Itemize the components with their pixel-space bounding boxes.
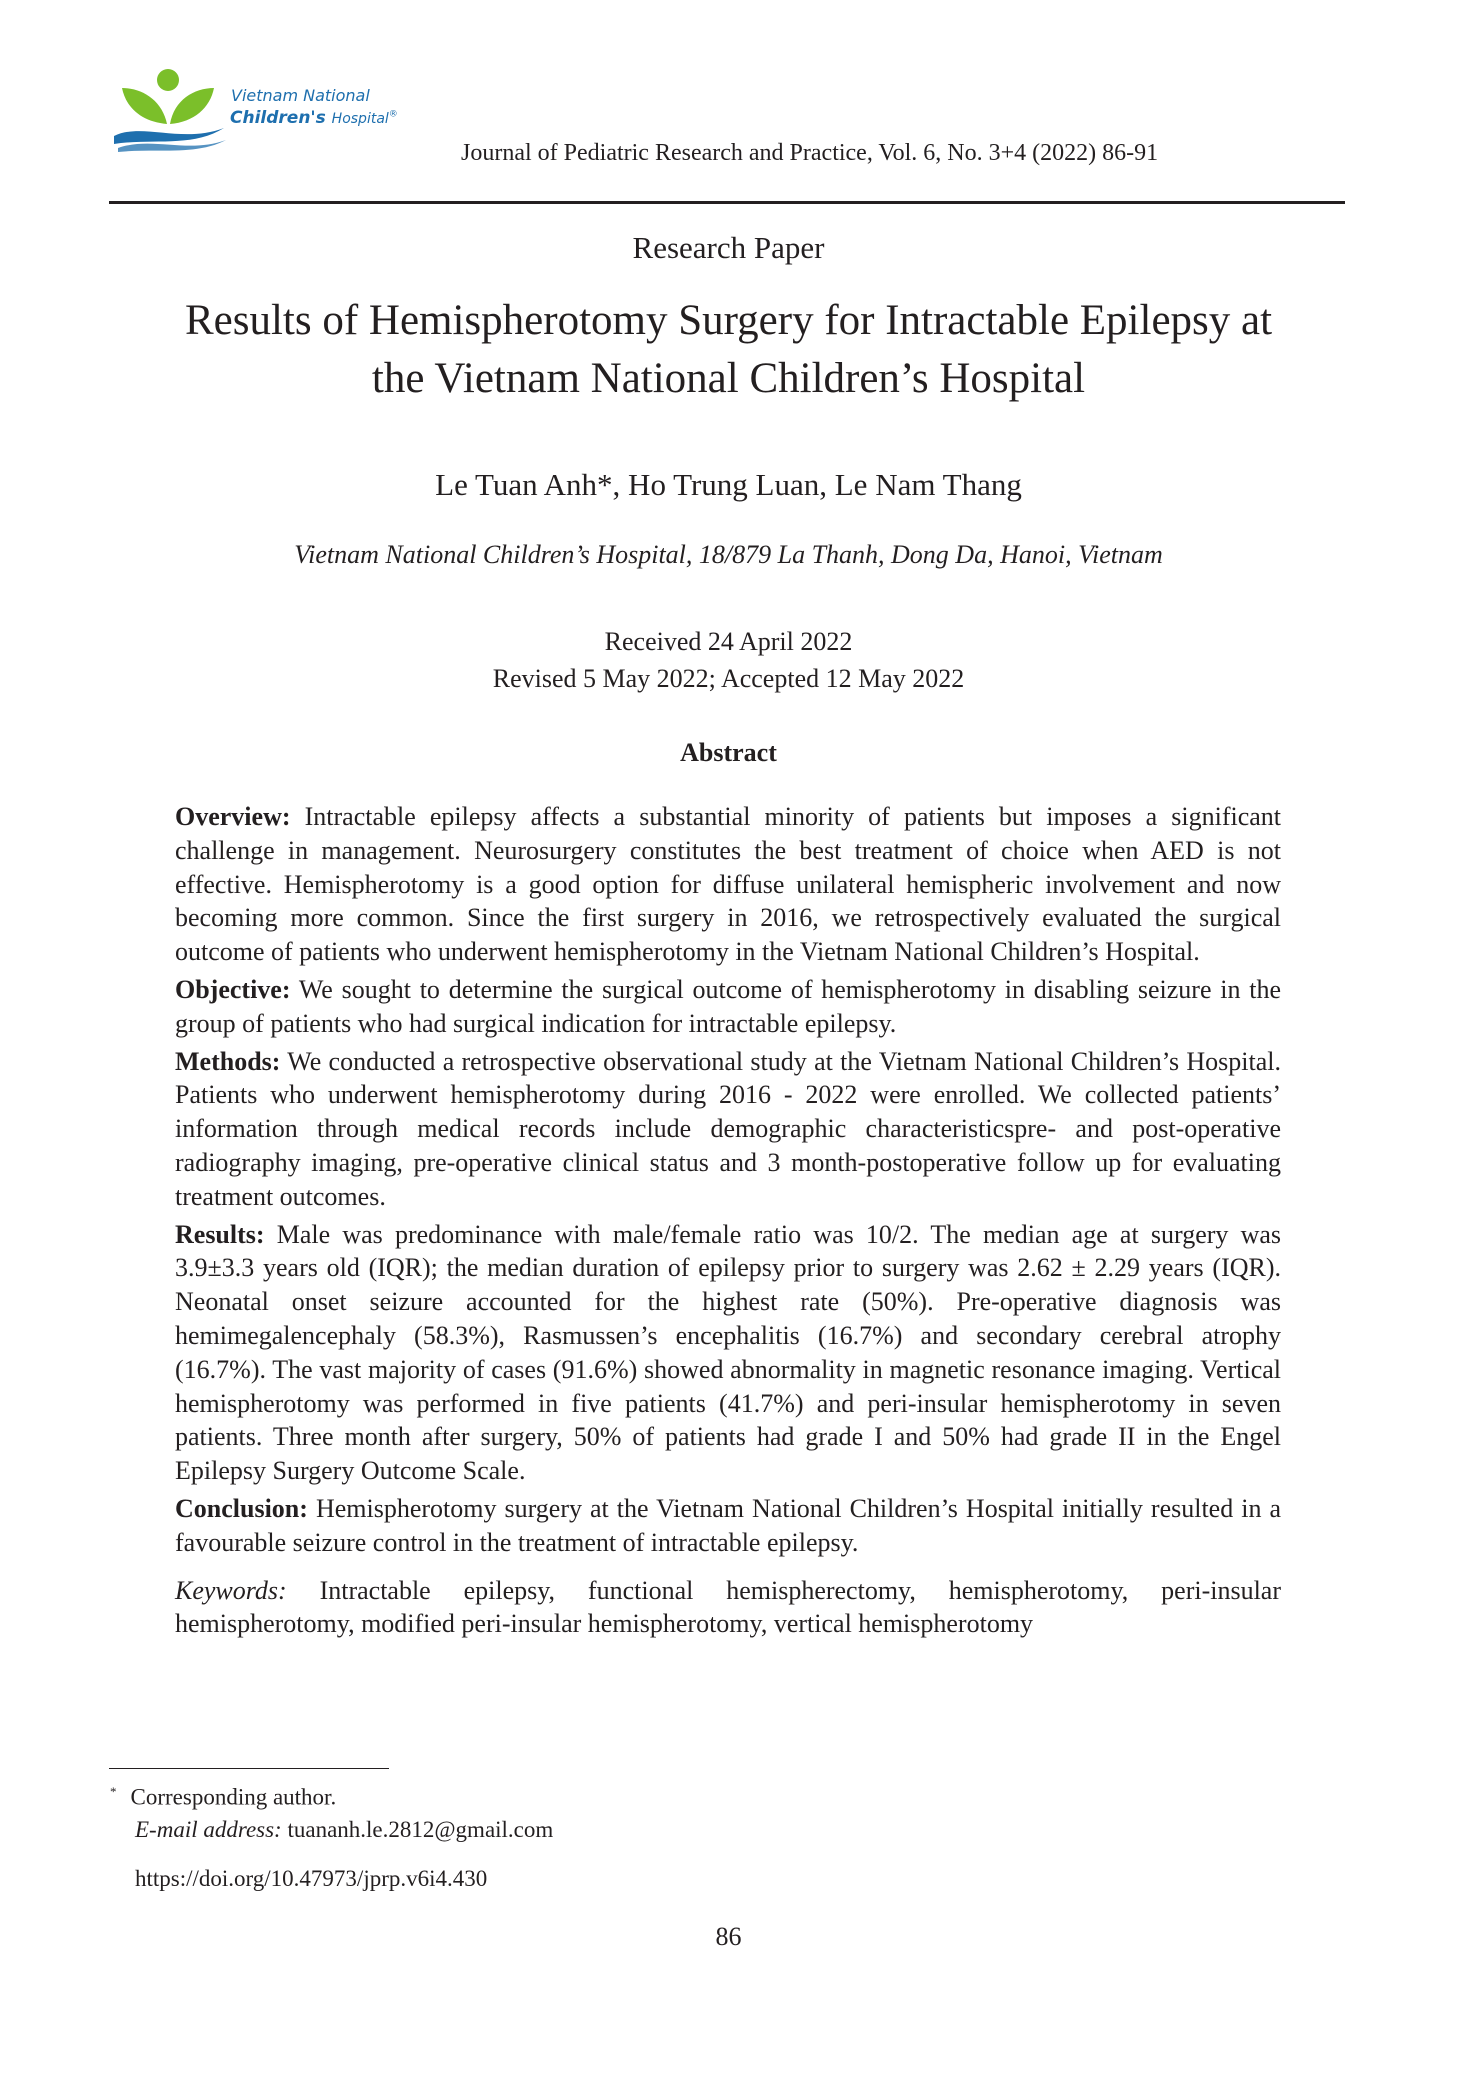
keywords xyxy=(175,1574,1281,1642)
abstract-conclusion xyxy=(175,1492,1281,1560)
overview-label: Overview: xyxy=(175,802,291,831)
dates xyxy=(0,623,1457,697)
footnote xyxy=(110,1776,553,1846)
keywords-label: Keywords: xyxy=(175,1575,287,1605)
affiliation: Vietnam National Children’s Hospital, 18/879 La Thanh, Dong Da, Hanoi, Vietnam xyxy=(294,540,1163,569)
conclusion-text: Hemispherotomy surgery at the Vietnam National Children’s Hospital initially resulted in a favourable seizure control in the treatment of intractable epilepsy. xyxy=(175,1493,1282,1557)
received-date: Received 24 April 2022 xyxy=(604,627,853,656)
corresponding-author-line xyxy=(110,1776,553,1814)
abstract-heading: Abstract xyxy=(680,738,777,767)
email-label: E-mail address: xyxy=(135,1816,282,1842)
hospital-logo xyxy=(112,66,442,156)
corresponding-author-text: Corresponding author. xyxy=(130,1784,337,1810)
abstract-body xyxy=(175,800,1281,1645)
logo-line2-hospital: Hospital xyxy=(331,111,389,127)
objective-text: We sought to determine the surgical outcome of hemispherotomy in disabling seizure in the group of patients who had surgical indication for intractable epilepsy. xyxy=(175,974,1282,1038)
overview-text: Intractable epilepsy affects a substantial minority of patients but imposes a significant challenge in management. Neurosurgery constitutes the best treatment of choice when AED is not effective. Hemispherotomy is a good option for diffuse unilateral hemispheric involvement and now becoming more common. Since the first surgery in 2016, we retrospectively evaluated the surgical outcome of patients who underwent hemispherotomy in the Vietnam National Children’s Hospital. xyxy=(175,802,1281,967)
doi-link[interactable]: https://doi.org/10.47973/jprp.v6i4.430 xyxy=(135,1866,488,1891)
article-type: Research Paper xyxy=(632,230,825,265)
logo-registered-mark: ® xyxy=(388,109,398,120)
article-title xyxy=(100,292,1357,408)
journal-citation: Journal of Pediatric Research and Practice, Vol. 6, No. 3+4 (2022) 86-91 xyxy=(461,140,1159,166)
logo-line2-name: Children's xyxy=(230,108,326,128)
keywords-text: Intractable epilepsy, functional hemispherectomy, hemispherotomy, peri-insular hemispherotomy, modified peri-insular hemispherotomy, vertical hemispherotomy xyxy=(175,1575,1282,1639)
revised-accepted-date: Revised 5 May 2022; Accepted 12 May 2022 xyxy=(492,664,965,693)
logo-mark-icon xyxy=(112,66,230,152)
footnote-rule xyxy=(109,1768,389,1769)
conclusion-label: Conclusion: xyxy=(175,1493,308,1523)
page-number: 86 xyxy=(715,1922,742,1951)
abstract-overview xyxy=(175,800,1281,969)
abstract-objective xyxy=(175,973,1281,1041)
objective-label: Objective: xyxy=(175,974,291,1004)
results-text: Male was predominance with male/female ratio was 10/2. The median age at surgery was 3.9±3.3 years old (IQR); the median duration of epilepsy prior to surgery was 2.62 ± 2.29 years (IQR). Neonatal onset seizure accounted for the highest rate (50%). Pre-operative diagnosis was hemimegalencephaly (58.3%), Rasmussen’s encephalitis (16.7%) and secondary cerebral atrophy (16.7%). The vast majority of cases (91.6%) showed abnormality in magnetic resonance imaging. Vertical hemispherotomy was performed in five patients (41.7%) and peri-insular hemispherotomy in seven patients. Three month after surgery, 50% of patients had grade I and 50% had grade II in the Engel Epilepsy Surgery Outcome Scale. xyxy=(175,1219,1282,1486)
methods-label: Methods: xyxy=(175,1046,281,1076)
abstract-methods xyxy=(175,1045,1281,1214)
logo-line2 xyxy=(230,108,398,128)
authors: Le Tuan Anh*, Ho Trung Luan, Le Nam Thang xyxy=(435,467,1022,502)
header-rule xyxy=(109,201,1345,204)
title-line-1: Results of Hemispherotomy Surgery for Intractable Epilepsy at xyxy=(184,297,1273,344)
results-label: Results: xyxy=(175,1219,265,1249)
methods-text: We conducted a retrospective observational study at the Vietnam National Children’s Hospital. Patients who underwent hemispherotomy during 2016 - 2022 were enrolled. We collected patients’ information through medical records include demographic characteristicspre- and post-operative radiography imaging, pre-operative clinical status and 3 month-postoperative follow up for evaluating treatment outcomes. xyxy=(175,1046,1282,1211)
email-line xyxy=(110,1814,553,1846)
logo-line1: Vietnam National xyxy=(231,86,370,105)
footnote-marker: * xyxy=(110,1784,117,1799)
abstract-results xyxy=(175,1218,1281,1488)
email-address[interactable]: tuananh.le.2812@gmail.com xyxy=(287,1816,554,1842)
title-line-2: the Vietnam National Children’s Hospital xyxy=(371,355,1086,402)
